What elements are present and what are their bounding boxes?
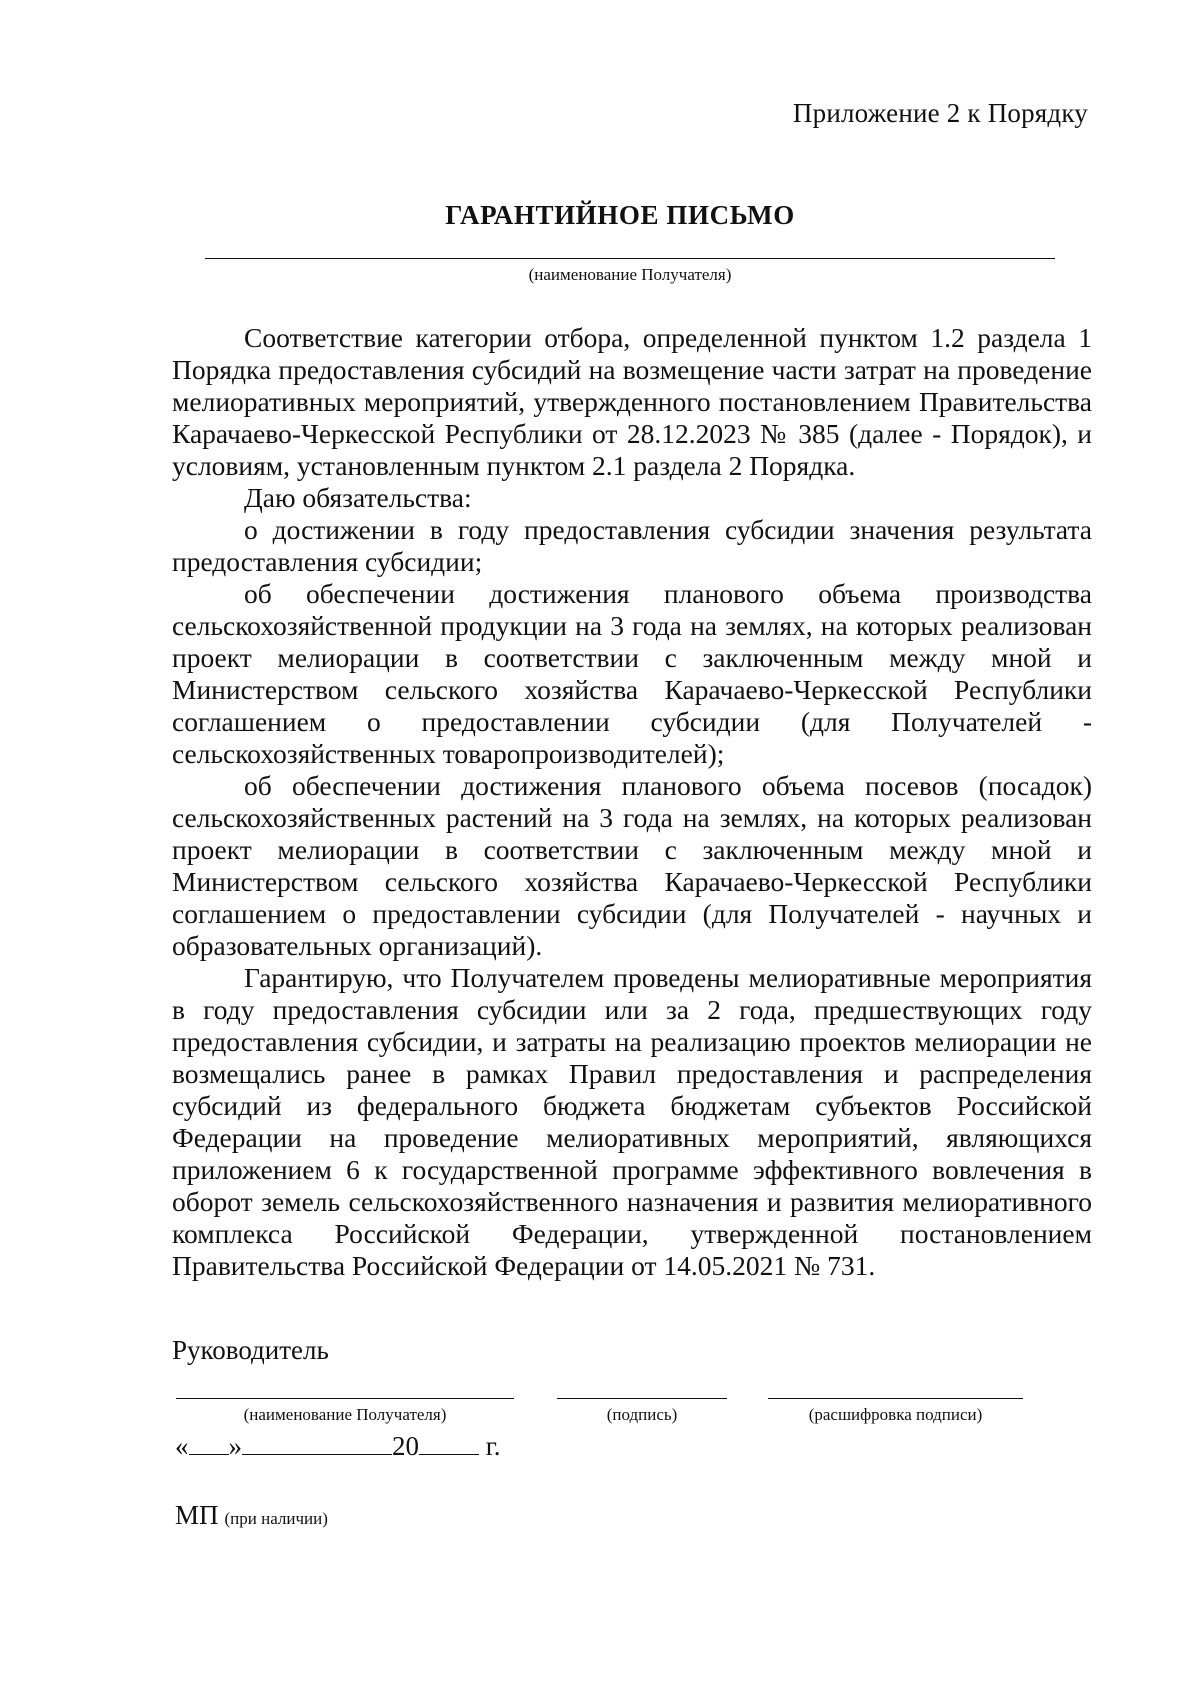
- paragraph-obligations-intro: Даю обязательства:: [244, 482, 472, 513]
- date-year-blank: [419, 1428, 479, 1455]
- date-suffix: г.: [485, 1431, 501, 1461]
- date-close-quote: »: [228, 1431, 242, 1461]
- stamp-label: МП: [175, 1500, 219, 1530]
- date-row: [175, 1428, 501, 1462]
- recipient-signature-line: [176, 1398, 514, 1399]
- date-month-blank: [242, 1428, 392, 1455]
- annex-label: Приложение 2 к Порядку: [792, 98, 1088, 128]
- stamp-placeholder: [175, 1500, 328, 1531]
- paragraph-compliance: Соответствие категории отбора, определенной пунктом 1.2 раздела 1 Порядка предоставления субсидий на возмещение части затрат на проведение мелиоративных мероприятий, утвержденного постановлением Правительства Карачаево-Черкесской Республики от 28.12.2023 № 385 (далее - Порядок), и условиям, установленным пунктом 2.1 раздела 2 Порядка.: [172, 322, 1092, 481]
- signer-title: Руководитель: [172, 1335, 329, 1365]
- paragraph-obligation-result: о достижении в году предоставления субсидии значения результата предоставления субсидии;: [172, 514, 1092, 577]
- paragraph-obligation-production: об обеспечении достижения планового объема производства сельскохозяйственной продукции на 3 года на землях, на которых реализован проект мелиорации в соответствии с заключенным между мной и Министерством сельского хозяйства Карачаево-Черкесской Республики соглашением о предоставлении субсидии (для Получателей - сельскохозяйственных товаропроизводителей);: [172, 578, 1092, 769]
- document-title: ГАРАНТИЙНОЕ ПИСЬМО: [445, 200, 795, 230]
- signature-decode-line: [768, 1398, 1023, 1399]
- signature-decode-caption: (расшифровка подписи): [808, 1405, 983, 1424]
- date-day-blank: [189, 1428, 229, 1455]
- date-open-quote: «: [175, 1431, 189, 1461]
- recipient-name-caption: (наименование Получателя): [243, 1405, 447, 1424]
- signature-line: [557, 1398, 727, 1399]
- date-century: 20: [392, 1431, 419, 1461]
- recipient-name-line: [205, 258, 1055, 259]
- paragraph-obligation-sowing: об обеспечении достижения планового объема посевов (посадок) сельскохозяйственных растений на 3 года на землях, на которых реализован проект мелиорации в соответствии с заключенным между мной и Министерством сельского хозяйства Карачаево-Черкесской Республики соглашением о предоставлении субсидии (для Получателей - научных и образовательных организаций).: [172, 770, 1092, 961]
- letter-body: [172, 322, 1092, 1282]
- stamp-note: (при наличии): [224, 1509, 328, 1528]
- recipient-caption: (наименование Получателя): [528, 265, 732, 284]
- paragraph-guarantee: Гарантирую, что Получателем проведены мелиоративные мероприятия в году предоставления субсидии или за 2 года, предшествующих году предоставления субсидии, и затраты на реализацию проектов мелиорации не возмещались ранее в рамках Правил предоставления и распределения субсидий из федерального бюджета бюджетам субъектов Российской Федерации на проведение мелиоративных мероприятий, являющихся приложением 6 к государственной программе эффективного вовлечения в оборот земель сельскохозяйственного назначения и развития мелиоративного комплекса Российской Федерации, утвержденной постановлением Правительства Российской Федерации от 14.05.2021 № 731.: [172, 962, 1092, 1281]
- signature-caption: (подпись): [606, 1405, 678, 1424]
